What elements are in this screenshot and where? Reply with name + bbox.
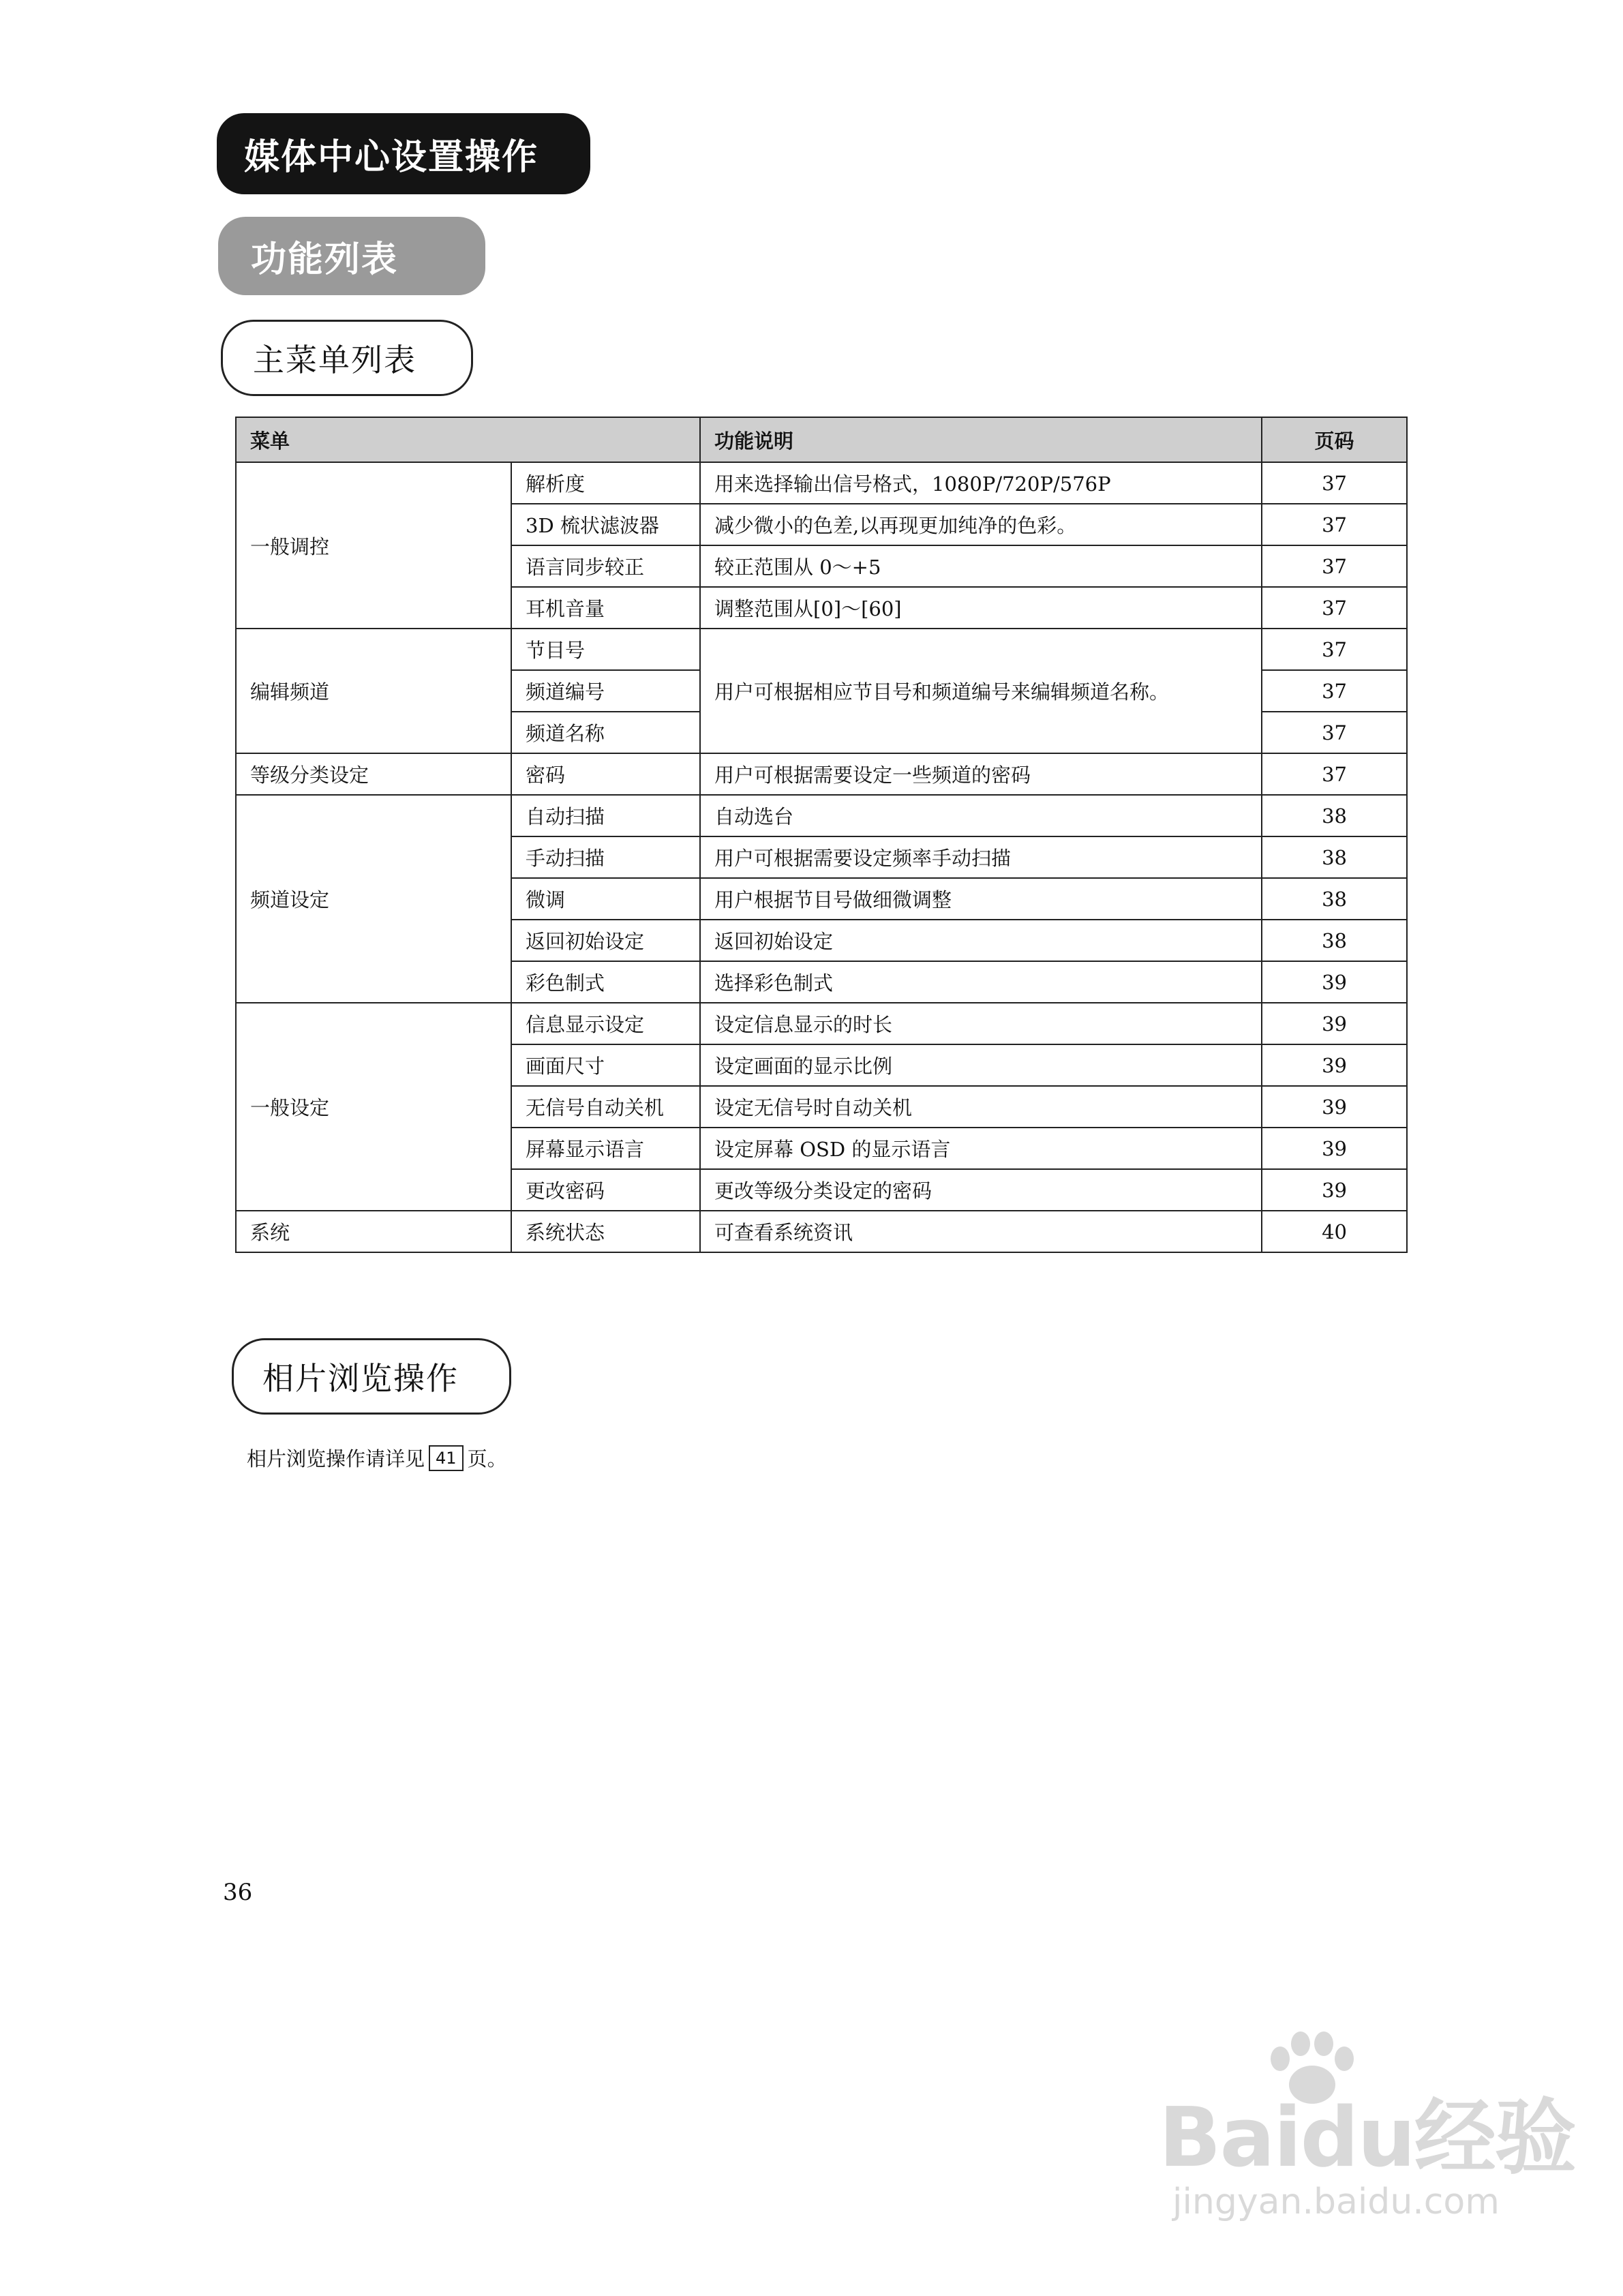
menu-item-cell: 3D 梳状滤波器	[511, 504, 700, 545]
header-description: 功能说明	[700, 417, 1262, 462]
menu-item-cell: 解析度	[511, 462, 700, 504]
section-title: 功能列表	[218, 217, 485, 295]
menu-category-cell: 频道设定	[236, 795, 511, 1003]
menu-item-cell: 无信号自动关机	[511, 1086, 700, 1128]
table-header-row	[236, 417, 1407, 462]
photo-note-suffix: 页。	[467, 1447, 507, 1470]
photo-browse-heading: 相片浏览操作	[232, 1338, 511, 1415]
page-reference-badge: 41	[429, 1445, 464, 1471]
page-cell: 37	[1262, 587, 1407, 629]
menu-category-cell: 等级分类设定	[236, 753, 511, 795]
description-cell: 调整范围从[0]～[60]	[700, 587, 1262, 629]
page-cell: 39	[1262, 1086, 1407, 1128]
description-cell: 设定画面的显示比例	[700, 1044, 1262, 1086]
table-row	[236, 1003, 1407, 1044]
menu-item-cell: 屏幕显示语言	[511, 1128, 700, 1169]
photo-note	[247, 1444, 507, 1472]
main-menu-table	[235, 417, 1408, 1253]
photo-note-text: 相片浏览操作请详见	[247, 1447, 425, 1470]
page-cell: 37	[1262, 504, 1407, 545]
header-menu: 菜单	[236, 417, 700, 462]
watermark-url: jingyan.baidu.com	[1172, 2181, 1500, 2222]
menu-item-cell: 频道名称	[511, 712, 700, 753]
watermark	[1159, 2031, 1575, 2236]
page-cell: 38	[1262, 920, 1407, 961]
menu-item-cell: 更改密码	[511, 1169, 700, 1211]
description-cell: 较正范围从 0～+5	[700, 545, 1262, 587]
description-cell: 用户可根据需要设定一些频道的密码	[700, 753, 1262, 795]
page-title: 媒体中心设置操作	[217, 113, 590, 194]
description-cell: 用户可根据需要设定频率手动扫描	[700, 836, 1262, 878]
page-cell: 38	[1262, 836, 1407, 878]
main-menu-heading: 主菜单列表	[221, 320, 473, 396]
page-cell: 37	[1262, 712, 1407, 753]
page-cell: 39	[1262, 1003, 1407, 1044]
menu-item-cell: 频道编号	[511, 670, 700, 712]
page-cell: 39	[1262, 1169, 1407, 1211]
watermark-logo: Baidu经验	[1159, 2091, 1575, 2186]
menu-category-cell: 编辑频道	[236, 629, 511, 753]
page-cell: 39	[1262, 961, 1407, 1003]
table-row	[236, 462, 1407, 504]
description-cell: 设定屏幕 OSD 的显示语言	[700, 1128, 1262, 1169]
menu-category-cell: 一般调控	[236, 462, 511, 629]
page-cell: 37	[1262, 753, 1407, 795]
header-page: 页码	[1262, 417, 1407, 462]
description-cell: 用户可根据相应节目号和频道编号来编辑频道名称。	[700, 629, 1262, 753]
menu-item-cell: 耳机音量	[511, 587, 700, 629]
menu-item-cell: 系统状态	[511, 1211, 700, 1252]
page-cell: 38	[1262, 878, 1407, 920]
page-number: 36	[223, 1879, 253, 1906]
menu-item-cell: 节目号	[511, 629, 700, 670]
menu-item-cell: 手动扫描	[511, 836, 700, 878]
table-body	[236, 462, 1407, 1252]
page-cell: 37	[1262, 545, 1407, 587]
description-cell: 自动选台	[700, 795, 1262, 836]
menu-item-cell: 自动扫描	[511, 795, 700, 836]
description-cell: 选择彩色制式	[700, 961, 1262, 1003]
page-cell: 40	[1262, 1211, 1407, 1252]
page-cell: 39	[1262, 1044, 1407, 1086]
menu-item-cell: 返回初始设定	[511, 920, 700, 961]
table-row	[236, 1211, 1407, 1252]
menu-item-cell: 彩色制式	[511, 961, 700, 1003]
menu-item-cell: 信息显示设定	[511, 1003, 700, 1044]
table-row	[236, 629, 1407, 670]
table-row	[236, 795, 1407, 836]
menu-item-cell: 语言同步较正	[511, 545, 700, 587]
menu-category-cell: 一般设定	[236, 1003, 511, 1211]
description-cell: 可查看系统资讯	[700, 1211, 1262, 1252]
page-cell: 37	[1262, 629, 1407, 670]
menu-item-cell: 微调	[511, 878, 700, 920]
menu-item-cell: 画面尺寸	[511, 1044, 700, 1086]
description-cell: 更改等级分类设定的密码	[700, 1169, 1262, 1211]
table-row	[236, 753, 1407, 795]
menu-category-cell: 系统	[236, 1211, 511, 1252]
page-cell: 38	[1262, 795, 1407, 836]
description-cell: 设定无信号时自动关机	[700, 1086, 1262, 1128]
menu-item-cell: 密码	[511, 753, 700, 795]
description-cell: 设定信息显示的时长	[700, 1003, 1262, 1044]
description-cell: 返回初始设定	[700, 920, 1262, 961]
description-cell: 用来选择输出信号格式，1080P/720P/576P	[700, 462, 1262, 504]
description-cell: 减少微小的色差,以再现更加纯净的色彩。	[700, 504, 1262, 545]
page-cell: 39	[1262, 1128, 1407, 1169]
description-cell: 用户根据节目号做细微调整	[700, 878, 1262, 920]
page-cell: 37	[1262, 670, 1407, 712]
page-cell: 37	[1262, 462, 1407, 504]
